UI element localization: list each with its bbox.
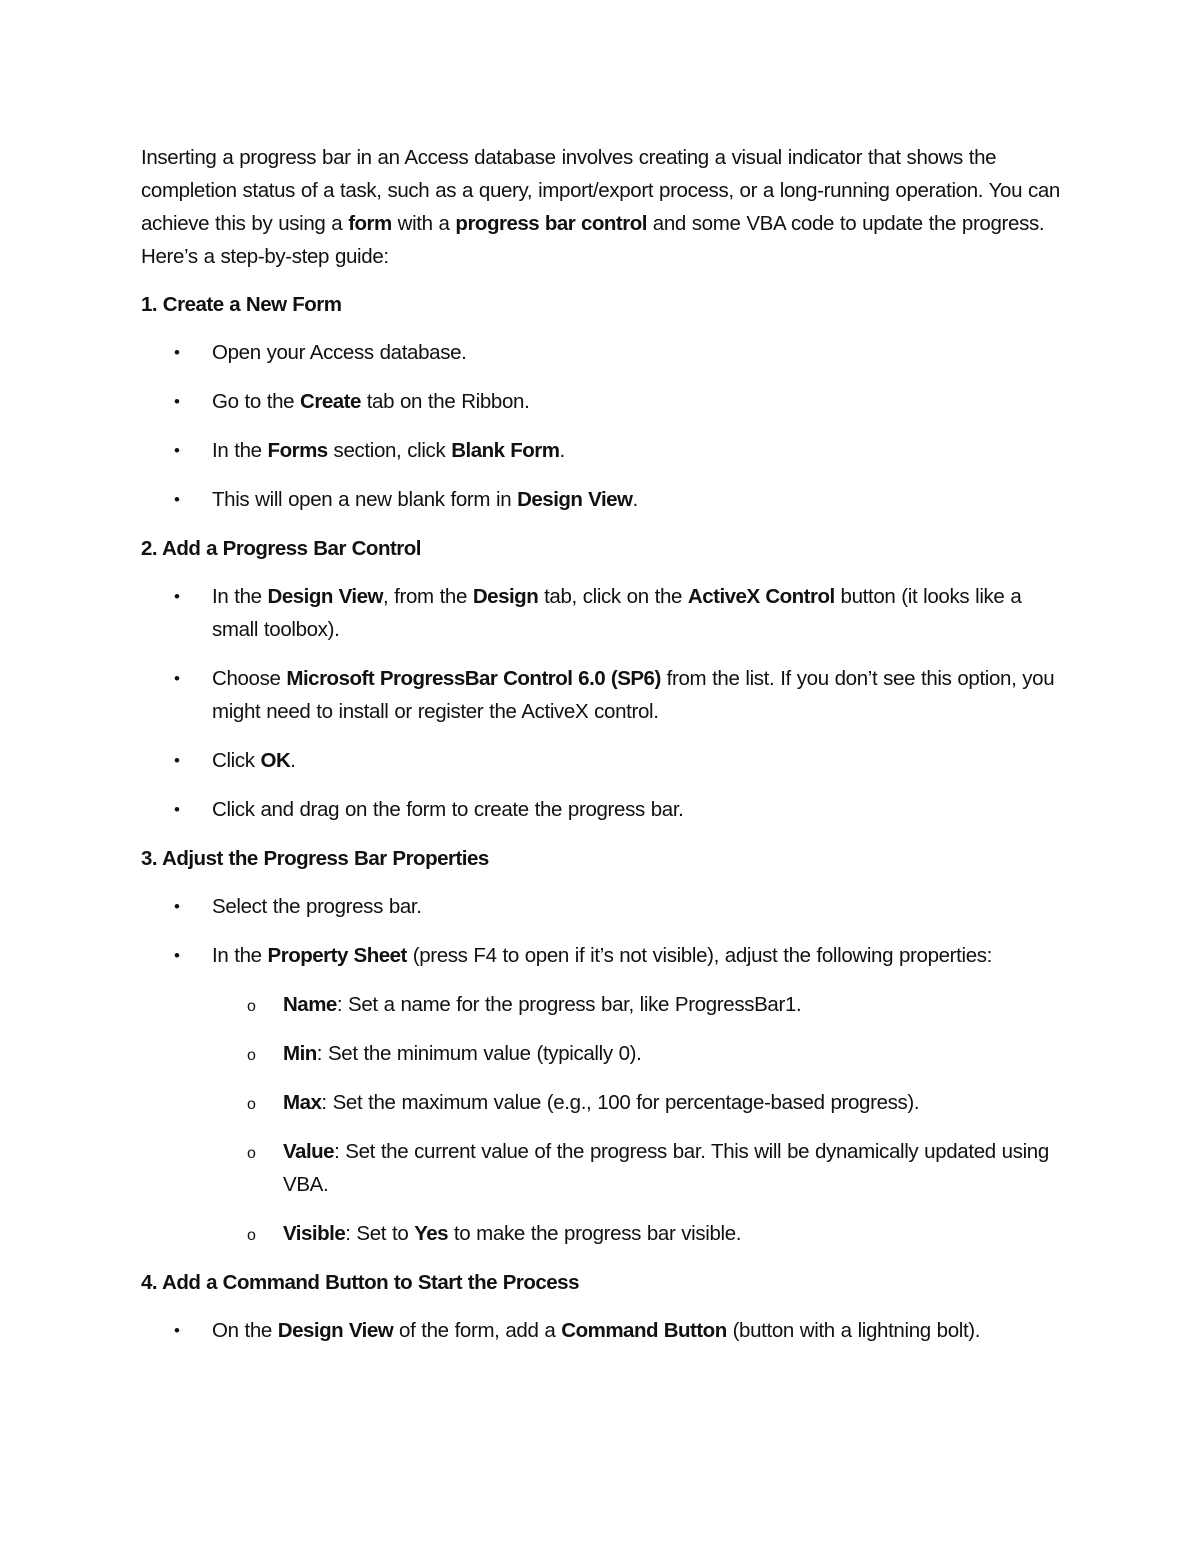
text-run: with a [391,212,456,235]
list-item [141,1314,1061,1347]
bullet-icon: • [174,751,180,770]
text-run: (button with a lightning bolt). [726,1319,981,1342]
bold-text: Design [472,585,539,608]
text-run: : Set the current value of the progress bar. This will be dynamically updated using VBA. [283,1140,1049,1196]
bold-text: Microsoft ProgressBar Control 6.0 (SP6) [286,667,661,690]
sub-list-item [141,1037,1061,1070]
sub-list-item [141,1086,1061,1119]
circle-bullet-icon: o [247,1047,256,1064]
text-run: : Set to [345,1222,415,1245]
list-item [141,662,1061,728]
section-heading: 1. Create a New Form [141,293,342,316]
text-run: , from the [382,585,473,608]
bold-text: Name [283,993,337,1016]
bullet-icon: • [174,441,180,460]
bold-text: Property Sheet [267,944,407,967]
text-run: This will open a new blank form in [212,488,518,511]
list-item [141,744,1061,777]
text-run: of the form, add a [393,1319,562,1342]
bold-text: Create [300,390,361,413]
bold-text: Max [283,1091,322,1114]
list-item [141,939,1061,1250]
list-item [141,890,1061,923]
text-run: . [290,749,296,772]
bullet-icon: • [174,897,180,916]
list-item [141,580,1061,646]
bold-text: progress bar control [455,212,647,235]
sub-list-item [141,988,1061,1021]
section-heading: 4. Add a Command Button to Start the Process [141,1271,579,1294]
text-run: In the [212,439,268,462]
list-item [141,434,1061,467]
text-run: Select the progress bar. [212,895,422,918]
bullet-icon: • [174,669,180,688]
text-run: In the [212,944,268,967]
document-body [141,141,1061,1363]
bold-text: ActiveX Control [687,585,835,608]
text-run: : Set the maximum value (e.g., 100 for percentage-based progress). [321,1091,920,1114]
sub-list-item [141,1217,1061,1250]
text-run: In the [212,585,268,608]
text-run: Inserting a progress bar in an Access database involves creating a visual indicator that shows the completion status of a task, such as a query, import/export process, or a long-running operation. You can achieve this by using a [141,146,1060,235]
bold-text: Value [283,1140,335,1163]
list-item [141,793,1061,826]
text-run: (press F4 to open if it’s not visible), adjust the following properties: [406,944,992,967]
list-item [141,336,1061,369]
bullet-icon: • [174,946,180,965]
bold-text: Min [283,1042,317,1065]
bold-text: Yes [414,1222,449,1245]
bold-text: OK [260,749,291,772]
text-run: Choose [212,667,287,690]
bullet-list [141,336,1061,516]
bold-text: Visible [283,1222,346,1245]
list-item [141,483,1061,516]
circle-bullet-icon: o [247,998,256,1015]
circle-bullet-icon: o [247,1227,256,1244]
text-run: section, click [327,439,452,462]
bullet-list [141,890,1061,1250]
bullet-icon: • [174,343,180,362]
section-heading: 3. Adjust the Progress Bar Properties [141,847,489,870]
text-run: tab on the Ribbon. [360,390,530,413]
text-run: Click and drag on the form to create the progress bar. [212,798,684,821]
text-run: and some VBA code to update the progress. Here’s a step-by-step guide: [141,212,1045,268]
text-run: from the list. If you don’t see this option, you might need to install or register the ActiveX control. [212,667,1055,723]
sections-container [141,288,1061,1347]
bold-text: Blank Form [451,439,560,462]
sub-bullet-list [141,988,1061,1250]
text-run: . [632,488,638,511]
list-item [141,385,1061,418]
bullet-icon: • [174,587,180,606]
text-run: to make the progress bar visible. [448,1222,742,1245]
text-run: tab, click on the [538,585,688,608]
bullet-icon: • [174,1321,180,1340]
bullet-list [141,1314,1061,1347]
bullet-icon: • [174,392,180,411]
bullet-list [141,580,1061,826]
text-run: . [559,439,565,462]
bold-text: Design View [267,585,383,608]
text-run: On the [212,1319,278,1342]
text-run: Go to the [212,390,301,413]
text-run: Open your Access database. [212,341,467,364]
sub-list-item [141,1135,1061,1201]
bold-text: form [348,212,392,235]
text-run: button (it looks like a small toolbox). [212,585,1022,641]
text-run: : Set the minimum value (typically 0). [316,1042,642,1065]
section-heading: 2. Add a Progress Bar Control [141,537,421,560]
bullet-icon: • [174,800,180,819]
bold-text: Design View [277,1319,394,1342]
bullet-icon: • [174,490,180,509]
bold-text: Command Button [561,1319,727,1342]
text-run: : Set a name for the progress bar, like ProgressBar1. [336,993,802,1016]
bold-text: Design View [517,488,633,511]
circle-bullet-icon: o [247,1145,256,1162]
circle-bullet-icon: o [247,1096,256,1113]
text-run: Click [212,749,261,772]
bold-text: Forms [267,439,328,462]
intro-paragraph [141,141,1061,273]
